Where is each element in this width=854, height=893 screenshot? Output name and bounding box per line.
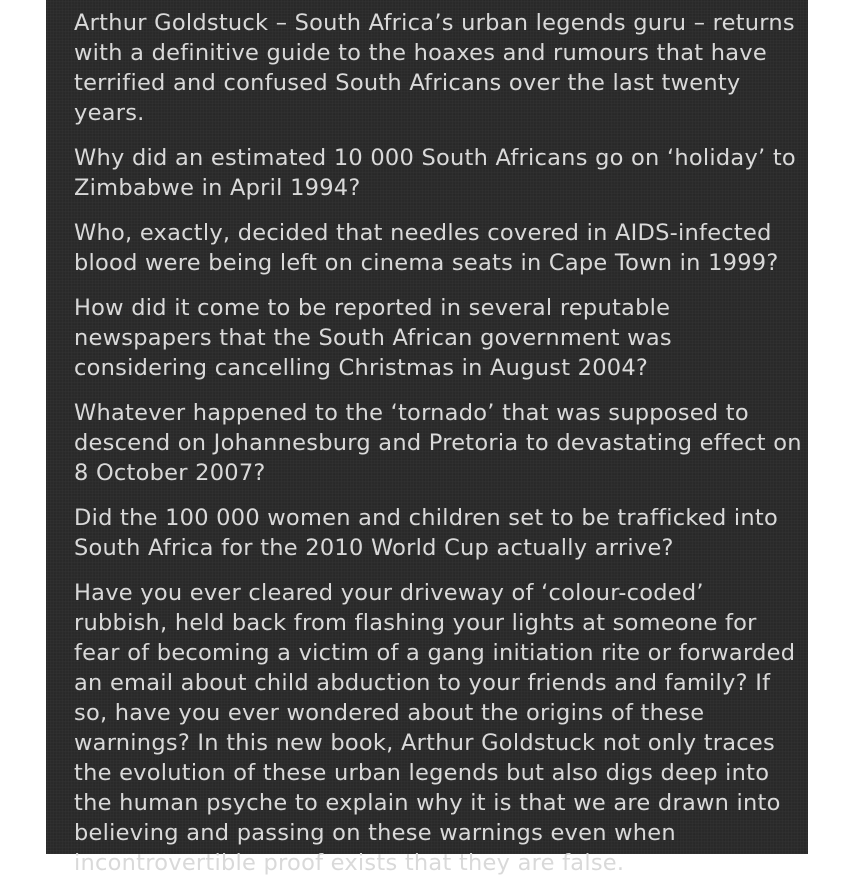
question-christmas-cancelled: How did it come to be reported in several reputable newspapers that the South African government was considering cancelling Christmas in August 2004? <box>74 295 672 381</box>
intro-paragraph: Arthur Goldstuck – South Africa’s urban legends guru – returns with a definitive guide to the hoaxes and rumours that have terrified and confused South Africans over the last twenty years. <box>74 10 795 126</box>
book-back-cover <box>46 0 808 876</box>
question-zimbabwe-holiday: Why did an estimated 10 000 South Africans go on ‘holiday’ to Zimbabwe in April 1994? <box>74 145 796 201</box>
question-tornado: Whatever happened to the ‘tornado’ that was supposed to descend on Johannesburg and Pretoria to devastating effect on 8 October 2007? <box>74 400 802 486</box>
question-world-cup-trafficking: Did the 100 000 women and children set to be trafficked into South Africa for the 2010 World Cup actually arrive? <box>74 505 779 561</box>
blurb-text <box>74 8 804 893</box>
closing-paragraph: Have you ever cleared your driveway of ‘colour-coded’ rubbish, held back from flashing your lights at someone for fear of becoming a victim of a gang initiation rite or forwarded an email about child abduction to your friends and family? If so, have you ever wondered about the origins of these warnings? In this new book, Arthur Goldstuck not only traces the evolution of these urban legends but also digs deep into the human psyche to explain why it is that we are drawn into believing and passing on these warnings even when incontrovertible proof exists that they are false. <box>74 580 796 876</box>
question-aids-needles: Who, exactly, decided that needles covered in AIDS-infected blood were being left on cinema seats in Cape Town in 1999? <box>74 220 779 276</box>
